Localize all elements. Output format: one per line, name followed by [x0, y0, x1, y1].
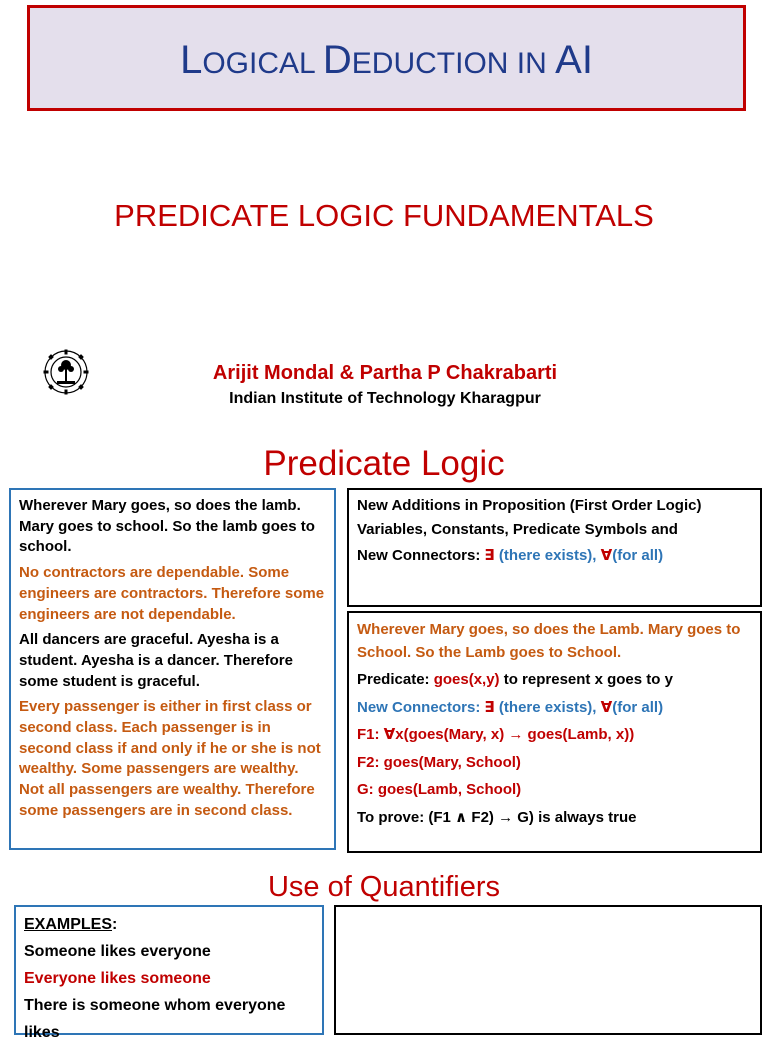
- examples-label: [24, 911, 314, 938]
- iit-kharagpur-emblem-icon: [42, 348, 90, 396]
- title-part: L: [180, 38, 203, 82]
- forall-text: (for all): [612, 698, 664, 716]
- forall-symbol: ∀: [600, 698, 613, 716]
- predicate-label: Predicate:: [357, 671, 434, 688]
- authors: Arijit Mondal & Partha P Chakrabarti: [212, 362, 558, 384]
- example-passengers: Every passenger is either in first class or second class. Each passenger is in second class if and only if he or she is not wealthy. Some passengers are wealthy. Not all passengers are wealthy. Therefore some passengers are in second class.: [19, 698, 321, 819]
- slide-heading: Use of Quantifiers: [267, 871, 501, 903]
- formalization-intro: Wherever Mary goes, so does the Lamb. Mary goes to School. So the Lamb goes to School.: [357, 621, 741, 661]
- examples-label-text: EXAMPLES: [24, 916, 113, 933]
- example-everyone-likes-someone: Everyone likes someone: [24, 970, 211, 987]
- example-contractors: No contractors are dependable. Some engineers are contractors. Therefore some engineers are not dependable.: [19, 564, 325, 623]
- empty-box: [334, 905, 762, 1035]
- connectors-line: [357, 697, 752, 720]
- examples-box: [9, 488, 336, 850]
- fol-variables-line: Variables, Constants, Predicate Symbols and: [357, 521, 678, 538]
- title-part: AI: [555, 38, 593, 82]
- example-someone-likes-everyone: Someone likes everyone: [24, 943, 211, 960]
- predicate-line: [357, 669, 752, 692]
- institute: Indian Institute of Technology Kharagpur: [229, 390, 541, 407]
- connectors-label: New Connectors:: [357, 546, 485, 564]
- predicate-desc: to represent x goes to y: [499, 671, 673, 688]
- formula-g: G: goes(Lamb, School): [357, 781, 522, 798]
- predicate-value: goes(x,y): [433, 671, 500, 688]
- to-prove-line: To prove: (F1 ∧ F2) → G) is always true: [357, 808, 637, 826]
- connectors-label: New Connectors:: [357, 698, 485, 716]
- fol-additions-line: New Additions in Proposition (First Order Logic): [357, 497, 702, 514]
- exists-text: (there exists),: [494, 546, 601, 564]
- example-dancers: All dancers are graceful. Ayesha is a student. Ayesha is a dancer. Therefore some student is graceful.: [19, 631, 293, 690]
- example-someone-everyone-likes: There is someone whom everyone likes: [24, 997, 286, 1041]
- exists-text: (there exists),: [494, 698, 601, 716]
- exists-symbol: ∃: [484, 546, 495, 564]
- title-part: D: [322, 38, 352, 82]
- example-mary-lamb: Wherever Mary goes, so does the lamb. Mary goes to school. So the lamb goes to school.: [19, 497, 315, 556]
- formula-f1: F1: ∀x(goes(Mary, x) → goes(Lamb, x)): [357, 726, 635, 743]
- exists-symbol: ∃: [484, 698, 495, 716]
- title-part: EDUCTION: [351, 47, 517, 80]
- examples-colon: :: [112, 916, 118, 933]
- first-order-logic-box: [347, 488, 762, 607]
- quantifier-examples-box: [14, 905, 324, 1041]
- formula-f2: F2: goes(Mary, School): [357, 753, 521, 771]
- main-title: [27, 35, 746, 89]
- title-part: OGICAL: [202, 47, 323, 80]
- forall-symbol: ∀: [600, 546, 613, 564]
- formalization-box: [347, 611, 762, 853]
- fol-connectors-line: [357, 546, 752, 567]
- forall-text: (for all): [612, 546, 664, 564]
- slide-heading: Predicate Logic: [263, 444, 505, 483]
- subtitle: PREDICATE LOGIC FUNDAMENTALS: [114, 198, 654, 233]
- title-part: IN: [516, 47, 556, 80]
